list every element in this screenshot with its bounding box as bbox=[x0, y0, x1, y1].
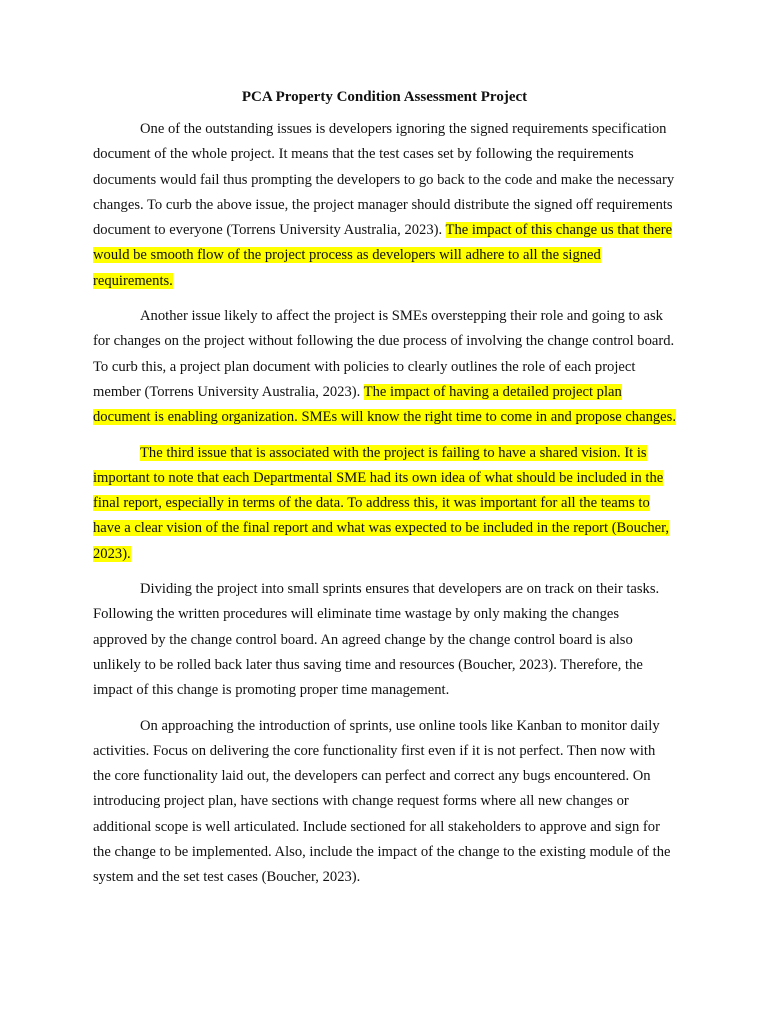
paragraph-1 bbox=[93, 117, 676, 294]
document-title: PCA Property Condition Assessment Project bbox=[241, 89, 528, 105]
paragraph-4 bbox=[93, 577, 676, 703]
paragraph-1-highlight: The impact of this change us that there would be smooth flow of the project process as developers will adhere to all the signed requirements. bbox=[93, 222, 673, 289]
paragraph-5-text: On approaching the introduction of sprints, use online tools like Kanban to monitor daily activities. Focus on delivering the core functionality first even if it is not perfect. Then now with the core functionality laid out, the developers can perfect and correct any bugs encountered. On introducing project plan, have sections with change request forms where all new changes or additional scope is well articulated. Include sectioned for all stakeholders to approve and sign for the change to be implemented. Also, include the impact of the change to the existing module of the system and the set test cases (Boucher, 2023). bbox=[93, 717, 671, 886]
paragraph-3-highlight: The third issue that is associated with the project is failing to have a shared vision. It is important to note that each Departmental SME had its own idea of what should be included in the final report, especially in terms of the data. To address this, it was important for all the teams to have a clear vision of the final report and what was expected to be included in the report (Boucher, 2023). bbox=[93, 444, 670, 562]
paragraph-3 bbox=[93, 441, 676, 567]
paragraph-4-text: Dividing the project into small sprints ensures that developers are on track on their tasks. Following the written procedures will eliminate time wastage by only making the changes approved by the change control board. An agreed change by the change control board is also unlikely to be rolled back later thus saving time and resources (Boucher, 2023). Therefore, the impact of this change is promoting proper time management. bbox=[93, 581, 660, 699]
paragraph-5 bbox=[93, 714, 676, 891]
paragraph-2-text: Another issue likely to affect the project is SMEs overstepping their role and going to ask for changes on the project without following the due process of involving the change control board. To curb this, a project plan document with policies to clearly outlines the role of each project member (Torrens University Australia, 2023). bbox=[93, 308, 675, 400]
paragraph-2-highlight: The impact of having a detailed project plan document is enabling organization. SMEs will know the right time to come in and propose changes. bbox=[93, 383, 676, 426]
paragraph-1-text: One of the outstanding issues is developers ignoring the signed requirements specification document of the whole project. It means that the test cases set by following the requirements documents would fail thus prompting the developers to go back to the code and make the necessary changes. To curb the above issue, the project manager should distribute the signed off requirements document to everyone (Torrens University Australia, 2023). bbox=[93, 121, 675, 239]
paragraph-2 bbox=[93, 304, 676, 430]
